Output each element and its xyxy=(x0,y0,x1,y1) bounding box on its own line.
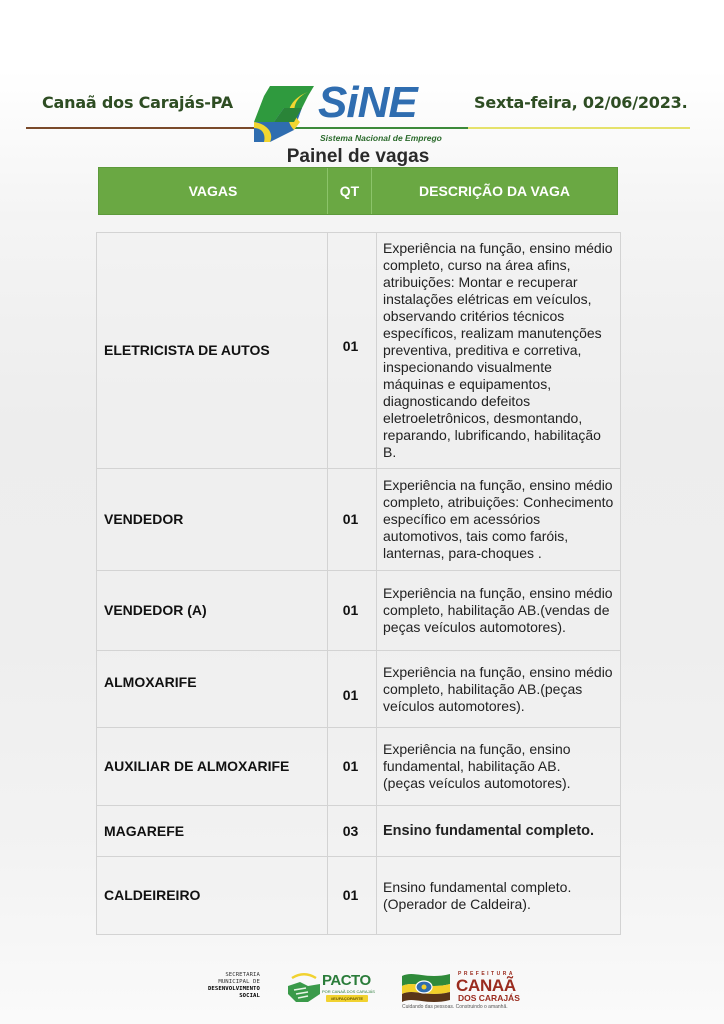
column-header-qt: QT xyxy=(328,168,372,214)
job-title: ALMOXARIFE xyxy=(97,651,328,728)
sine-logo xyxy=(250,78,450,148)
header-rule-right xyxy=(468,127,690,129)
secretaria-line-2: MUNICIPAL DE xyxy=(218,979,260,985)
job-description: Ensino fundamental completo. (Operador de Caldeira). xyxy=(377,857,621,935)
job-quantity: 01 xyxy=(328,233,377,469)
canaa-flag-icon xyxy=(400,970,454,1004)
secretaria-logo xyxy=(196,972,260,1000)
job-quantity: 03 xyxy=(328,806,377,857)
column-header-descricao: DESCRIÇÃO DA VAGA xyxy=(419,183,570,199)
column-header-vagas: VAGAS xyxy=(99,168,328,214)
secretaria-line-3: DESENVOLVIMENTO xyxy=(207,986,260,992)
header-location: Canaã dos Carajás-PA xyxy=(42,93,233,112)
job-description: Ensino fundamental completo. xyxy=(377,806,621,857)
footer-logos xyxy=(0,966,724,1016)
job-quantity: 01 xyxy=(328,571,377,651)
header-rule-left xyxy=(26,127,256,129)
job-title: ELETRICISTA DE AUTOS xyxy=(97,233,328,469)
job-description: Experiência na função, ensino médio completo, habilitação AB.(vendas de peças veículos automotores). xyxy=(377,571,621,651)
prefeitura-name: CANAÃ xyxy=(456,976,516,995)
secretaria-line-1: SECRETARIA xyxy=(225,972,260,978)
job-title: CALDEIREIRO xyxy=(97,857,328,935)
sine-logo-subtitle: Sistema Nacional de Emprego xyxy=(320,133,442,143)
job-description: Experiência na função, ensino médio completo, habilitação AB.(peças veículos automotores). xyxy=(377,651,621,728)
job-description: Experiência na função, ensino médio completo, curso na área afins, atribuições: Montar e recuperar instalações elétricas em veículos, observando critérios técnicos específicos, realizam manutenções preventiva, preditiva e corretiva, inspecionando visualmente máquinas e equipamentos, diagnosticando defeitos eletroeletrônicos, desmontando, reparando, lubrificando, habilitação B. xyxy=(377,233,621,469)
table-row xyxy=(97,233,621,469)
prefeitura-logo xyxy=(398,968,530,1012)
table-row xyxy=(97,728,621,806)
jobs-table xyxy=(96,232,621,935)
sine-logo-word: SiNE xyxy=(318,78,417,127)
table-row xyxy=(97,469,621,571)
table-row xyxy=(97,857,621,935)
prefeitura-slogan: Cuidando das pessoas. Construindo o amanhã. xyxy=(402,1004,508,1010)
prefeitura-label: PREFEITURA xyxy=(458,971,515,977)
pacto-tag: #EUFAÇOPARTE xyxy=(326,995,368,1002)
table-row xyxy=(97,806,621,857)
table-row xyxy=(97,651,621,728)
job-title: VENDEDOR (A) xyxy=(97,571,328,651)
header-date: Sexta-feira, 02/06/2023. xyxy=(474,93,688,112)
secretaria-line-4: SOCIAL xyxy=(239,993,260,999)
table-row xyxy=(97,571,621,651)
job-title: AUXILIAR DE ALMOXARIFE xyxy=(97,728,328,806)
job-quantity: 01 xyxy=(328,728,377,806)
handshake-icon xyxy=(286,972,322,1008)
pacto-name: PACTO xyxy=(322,972,371,989)
job-title: MAGAREFE xyxy=(97,806,328,857)
sine-flag-icon xyxy=(250,82,316,144)
prefeitura-subname: DOS CARAJÁS xyxy=(458,993,520,1003)
table-header xyxy=(98,167,618,215)
job-quantity: 01 xyxy=(328,857,377,935)
job-quantity: 01 xyxy=(328,651,377,728)
job-description: Experiência na função, ensino médio completo, atribuições: Conhecimento específico em acessórios automotivos, tais como faróis, lanternas, para-choques . xyxy=(377,469,621,571)
job-quantity: 01 xyxy=(328,469,377,571)
pacto-logo xyxy=(286,970,382,1010)
job-description: Experiência na função, ensino fundamental, habilitação AB. (peças veículos automotores). xyxy=(377,728,621,806)
page-title xyxy=(0,146,724,168)
pacto-subtitle: POR CANAÃ DOS CARAJÁS xyxy=(322,989,375,994)
job-title: VENDEDOR xyxy=(97,469,328,571)
page-title-text: Painel de vagas xyxy=(286,146,430,167)
